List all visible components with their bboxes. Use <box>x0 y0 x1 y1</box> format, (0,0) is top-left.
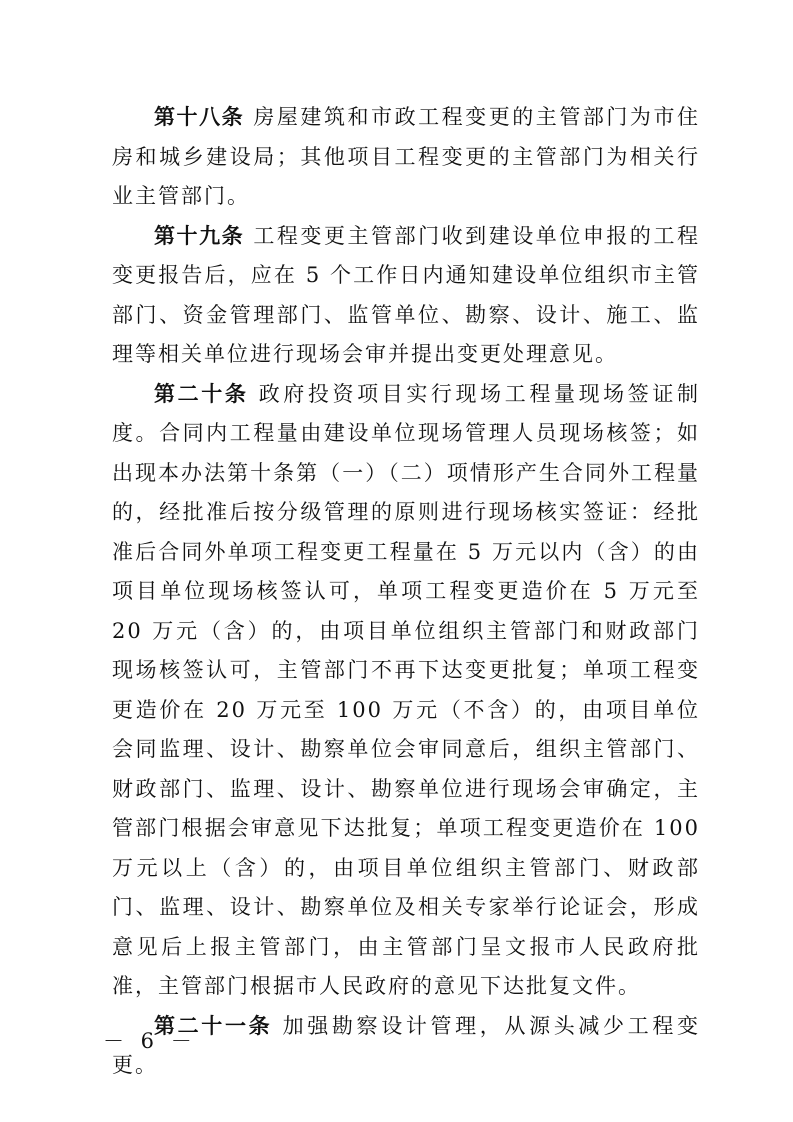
document-body <box>112 98 700 1086</box>
article-title: 第十八条 <box>154 105 245 129</box>
article-text: 房屋建筑和市政工程变更的主管部门为市住房和城乡建设局；其他项目工程变更的主管部门为相关行业主管部门。 <box>112 105 701 208</box>
article-title: 第十九条 <box>154 223 245 248</box>
article-text: 工程变更主管部门收到建设单位申报的工程变更报告后，应在 5 个工作日内通知建设单位组织市主管部门、资金管理部门、监管单位、勘察、设计、施工、监理等相关单位进行现场会审并提出变更处理意见。 <box>112 223 701 366</box>
article-title: 第二十一条 <box>154 1013 273 1038</box>
article-18 <box>112 98 700 217</box>
page-number: － 6 － <box>103 1029 197 1053</box>
article-19 <box>112 217 700 375</box>
article-20 <box>112 375 700 1007</box>
article-text: 政府投资项目实行现场工程量现场签证制度。合同内工程量由建设单位现场管理人员现场核签；如出现本办法第十条第（一）（二）项情形产生合同外工程量的，经批准后按分级管理的原则进行现场核实签证：经批准后合同外单项工程变更工程量在 5 万元以内（含）的由项目单位现场核签认可，单项工程变更造价在 5 万元至 20 万元（含）的，由项目单位组织主管部门和财政部门现场核签认可，主管部门不再下达变更批复；单项工程变更造价在 20 万元至 100 万元（不含）的，由项目单位会同监理、设计、勘察单位会审同意后，组织主管部门、财政部门、监理、设计、勘察单位进行现场会审确定，主管部门根据会审意见下达批复；单项工程变更造价在 100 万元以上（含）的，由项目单位组织主管部门、财政部门、监理、设计、勘察单位及相关专家举行论证会，形成意见后上报主管部门，由主管部门呈文报市人民政府批准，主管部门根据市人民政府的意见下达批复文件。 <box>112 381 700 998</box>
article-21 <box>112 1007 700 1086</box>
article-text: 加强勘察设计管理，从源头减少工程变更。 <box>112 1013 700 1077</box>
article-title: 第二十条 <box>154 381 249 406</box>
